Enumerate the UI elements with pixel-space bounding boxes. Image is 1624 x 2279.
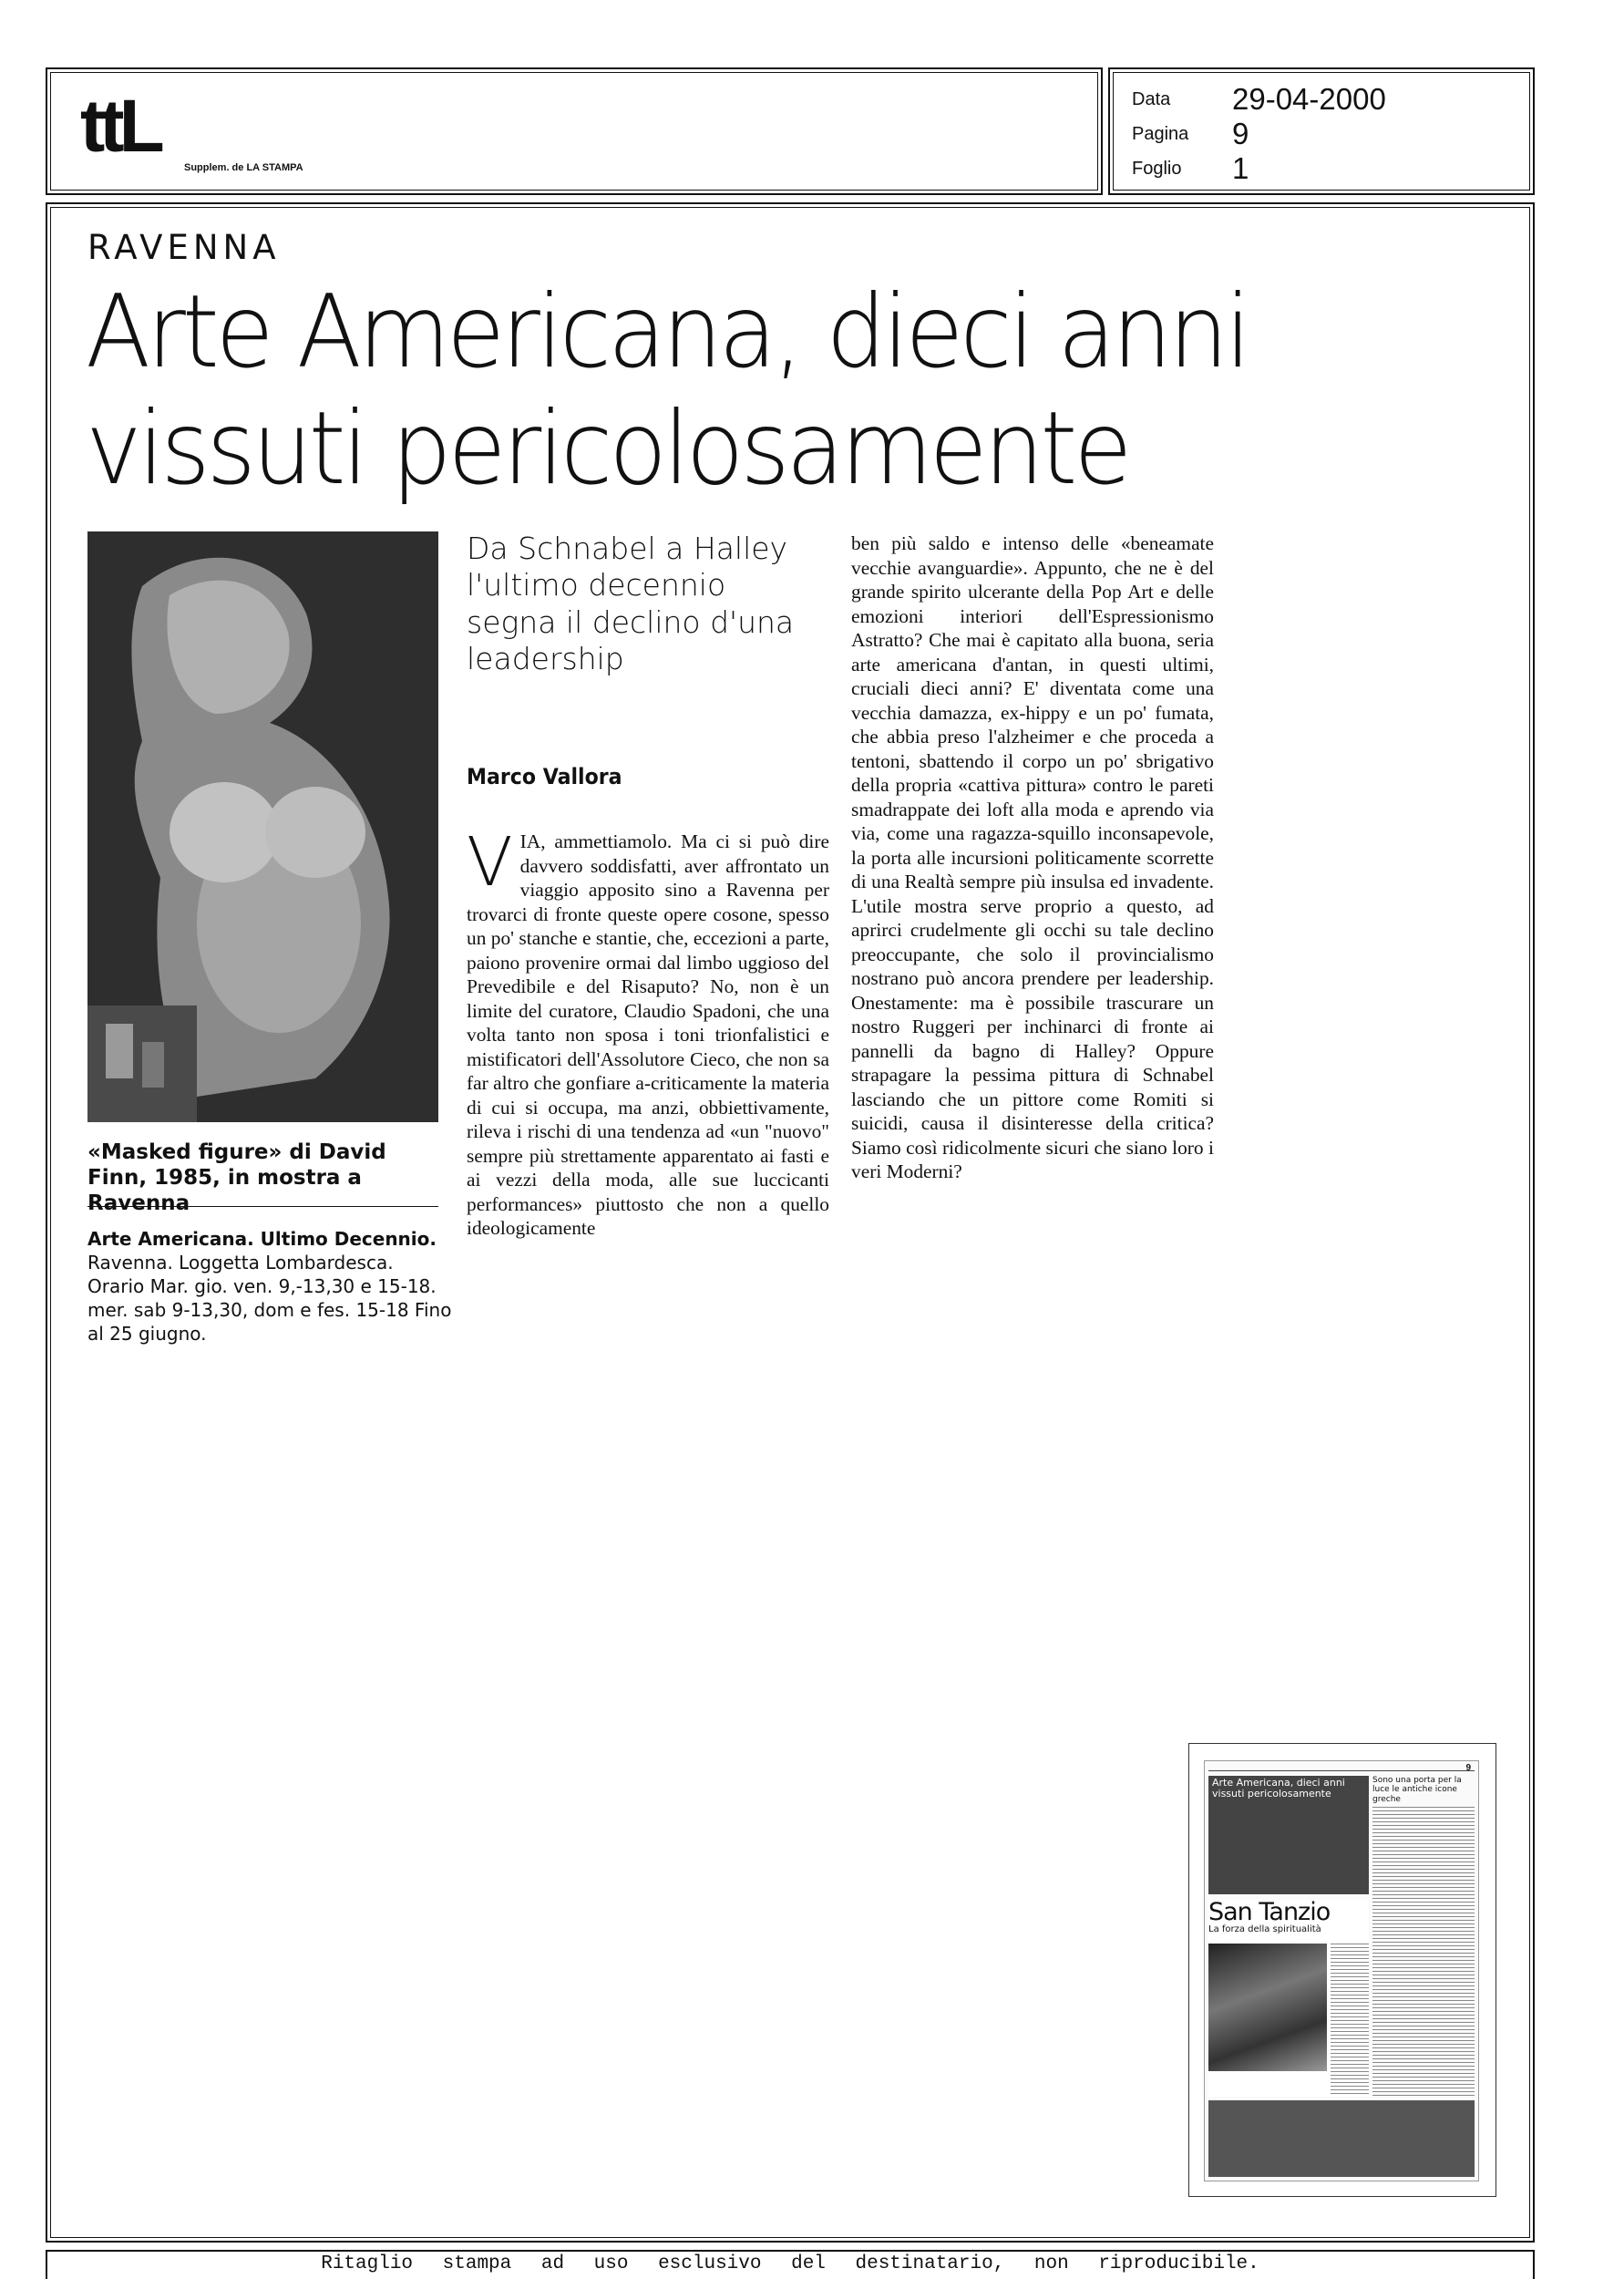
- header-masthead: [46, 67, 1103, 195]
- body-column-2: [851, 531, 1214, 1184]
- thumbnail-feature-subtitle: La forza della spiritualità: [1208, 1924, 1321, 1934]
- article-headline: Arte Americana, dieci anni vissuti pericolosamente: [86, 272, 1248, 508]
- divider: [87, 1206, 438, 1207]
- body-text: ben più saldo e intenso delle «beneamate vecchie avanguardie». Appunto, che ne è del grande spirito ulcerante della Pop Art e delle emozioni interiori dell'Espressionismo Astratto? Che mai è capitato alla buona, seria arte americana d'antan, in questi ultimi, cruciali dieci anni? E' diventata come una vecchia damazza, ex-hippy e un po' fumata, che abbia preso l'alzheimer e che proceda a tentoni, sbattendo il corpo un po' sbrigativo della propria «cattiva pittura» contro le pareti smadrappate dei loft alla moda e aprendo via via, come una ragazza-squillo inconsapevole, la porta alle incursioni politicamente scorrette di una Realtà sempre più insulsa ed invadente. L'utile mostra serve proprio a questo, ad aprirci crudelmente gli occhi su tale declino preoccupante, che solo il provincialismo nostrano può ancora prendere per leadership. Onestamente: ma è possibile trascurare un nostro Ruggeri per inchinarci di fronte ai pannelli da bagno di Halley? Oppure strapagare la pessima pittura di Schnabel lasciando che un pittore come Romiti si suicidi, causa il disinteresse della critica? Siamo così ridicolmente sicuri che siano loro i veri Moderni?: [851, 532, 1214, 1182]
- meta-label: Foglio: [1132, 159, 1182, 179]
- thumbnail-feature-title: San Tanzio: [1208, 1898, 1331, 1926]
- thumbnail-page-number: 9: [1465, 1763, 1471, 1773]
- meta-value: 9: [1232, 117, 1249, 150]
- supplement-label: Supplem. de LA STAMPA: [184, 162, 303, 173]
- thumbnail-text-block: [1372, 1807, 1475, 2097]
- thumbnail-headline: Arte Americana, dieci anni vissuti pericolosamente: [1212, 1777, 1345, 1800]
- exhibition-details: Ravenna. Loggetta Lombardesca. Orario Mar. gio. ven. 9,-13,30 e 15-18. mer. sab 9-13,30, dom e fes. 15-18 Fino al 25 giugno.: [87, 1252, 452, 1345]
- page-thumbnail: [1188, 1743, 1496, 2197]
- thumbnail-bottom-block: [1208, 2100, 1475, 2177]
- photo-caption: «Masked figure» di David Finn, 1985, in mostra a Ravenna: [87, 1140, 386, 1216]
- footer-notice: [46, 2250, 1535, 2279]
- drop-cap: V: [467, 823, 513, 902]
- publication-logo: ttL: [80, 85, 159, 168]
- thumbnail-header: [1208, 1763, 1475, 1771]
- article-kicker: RAVENNA: [87, 228, 281, 267]
- header-metadata: [1108, 67, 1535, 195]
- thumbnail-side-headline: Sono una porta per la luce le antiche icone greche: [1372, 1776, 1462, 1804]
- article-photo: [87, 531, 438, 1122]
- exhibition-title: Arte Americana. Ultimo Decennio.: [87, 1228, 437, 1250]
- exhibition-info: [87, 1227, 452, 1346]
- footer-text: Ritaglio stampa ad uso esclusivo del destinatario, non riproducibile.: [321, 2253, 1259, 2274]
- thumbnail-text-block: [1331, 1944, 1369, 2097]
- meta-value: 1: [1232, 151, 1249, 185]
- thumbnail-feature-image: [1208, 1944, 1327, 2071]
- meta-label: Pagina: [1132, 124, 1189, 144]
- meta-label: Data: [1132, 89, 1171, 109]
- article-byline: Marco Vallora: [467, 764, 622, 789]
- thumbnail-article: [1208, 1776, 1369, 1894]
- thumbnail-feature: [1208, 1900, 1369, 2097]
- meta-value: 29-04-2000: [1232, 82, 1386, 116]
- body-text: IA, ammettiamolo. Ma ci si può dire davvero soddisfatti, aver affrontato un viaggio apposito sino a Ravenna per trovarci di fronte queste opere cosone, spesso un po' stanche e stantie, che, eccezioni a parte, paiono provenire ormai dal limbo uggioso del Prevedibile e del Risaputo? No, non è un limite del curatore, Claudio Spadoni, che una volta tanto non sposa i toni trionfalistici e mistificatori dell'Assolutore Cieco, che non sa far altro che gonfiare a-criticamente la materia di cui si occupa, ma anzi, obbiettivamente, rileva i rischi di una tendenza ad «un "nuovo" sempre più strettamente apparentato ai fasti e ai vezzi della moda, alle sue luccicanti performances» piuttosto che non a quello ideologicamente: [467, 830, 829, 1239]
- article-subhead: Da Schnabel a Halley l'ultimo decennio segna il declino d'una leadership: [467, 531, 795, 676]
- body-column-1: [467, 823, 829, 1241]
